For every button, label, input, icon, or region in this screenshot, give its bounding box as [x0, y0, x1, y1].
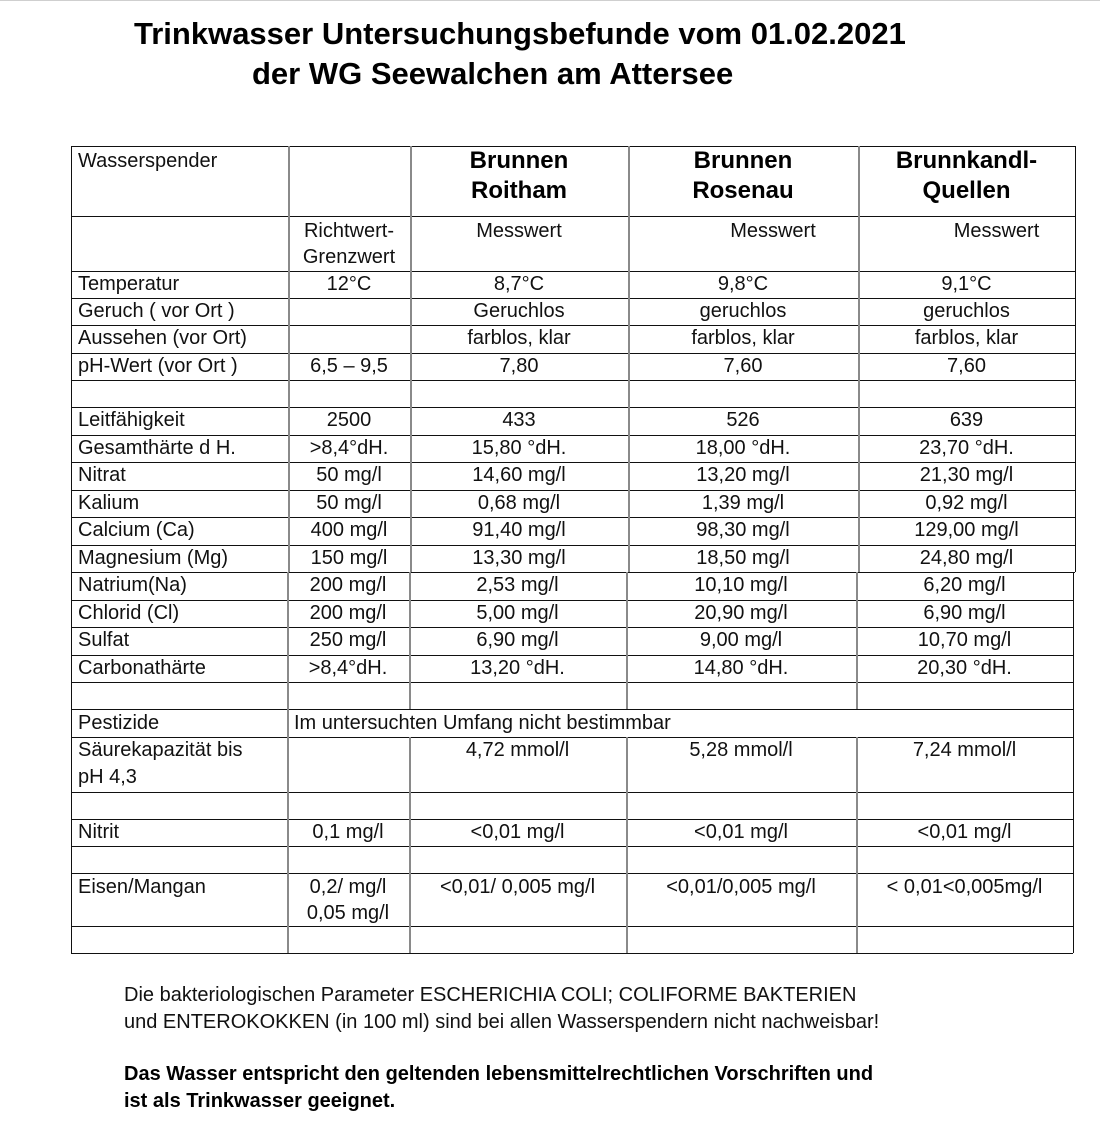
measured-value: 10,10 mg/l [694, 574, 788, 596]
measured-value: 0,92 mg/l [925, 492, 1008, 514]
measured-value: 7,60 [723, 355, 763, 377]
parameter-label: Aussehen (vor Ort) [78, 327, 247, 349]
measured-header: Messwert [730, 220, 816, 242]
measured-value: 7,60 [947, 355, 986, 377]
measured-value: 2,53 mg/l [476, 574, 559, 596]
parameter-label: Calcium (Ca) [78, 519, 195, 541]
measured-value: 4,72 mmol/l [465, 739, 570, 761]
document-title: Trinkwasser Untersuchungsbefunde vom 01.02.2021 [134, 16, 906, 51]
limit-value: 0,05 mg/l [306, 902, 390, 924]
measured-value: 14,60 mg/l [472, 464, 566, 486]
measured-value: 13,30 mg/l [472, 547, 566, 569]
bacteria-note-line2: und ENTEROKOKKEN (in 100 ml) sind bei allen Wasserspendern nicht nachweisbar! [124, 1011, 880, 1033]
parameter-label: Leitfähigkeit [78, 409, 185, 431]
page-top-border [0, 0, 1100, 1]
parameter-label: Sulfat [78, 629, 130, 651]
measured-value: 18,00 °dH. [695, 437, 791, 459]
measured-value: 91,40 mg/l [472, 519, 566, 541]
parameter-label: Nitrit [78, 821, 120, 843]
source-header-line1: Brunnen [469, 147, 569, 174]
parameter-label: Magnesium (Mg) [78, 547, 229, 569]
table-row-border [71, 216, 1075, 217]
measured-value: 7,80 [499, 355, 539, 377]
parameter-label: Pestizide [78, 712, 160, 734]
measured-value: farblos, klar [691, 327, 795, 349]
measured-value: 20,30 °dH. [917, 657, 1012, 679]
measured-value: 15,80 °dH. [471, 437, 567, 459]
limit-value: 150 mg/l [310, 547, 388, 569]
limit-value: 250 mg/l [309, 629, 387, 651]
measured-value: 129,00 mg/l [914, 519, 1019, 541]
measured-value: 98,30 mg/l [696, 519, 790, 541]
parameter-label: Chlorid (Cl) [78, 602, 180, 624]
measured-value: <0,01 mg/l [917, 821, 1012, 843]
table-row-border [71, 953, 1073, 954]
measured-value: 21,30 mg/l [919, 464, 1014, 486]
source-header-line1: Brunnen [693, 147, 793, 174]
limit-value: 0,1 mg/l [312, 821, 384, 843]
limit-header-line1: Richtwert- [303, 220, 394, 242]
measured-value: farblos, klar [914, 327, 1019, 349]
header-label-wasserspender: Wasserspender [78, 150, 218, 172]
measured-value: 526 [726, 409, 760, 431]
document-subtitle: der WG Seewalchen am Attersee [252, 56, 734, 91]
table-row-border [71, 846, 1073, 847]
measured-value: Geruchlos [473, 300, 565, 322]
measured-value: 18,50 mg/l [696, 547, 790, 569]
measured-value: 6,90 mg/l [923, 602, 1006, 624]
measured-value: <0,01/0,005 mg/l [666, 876, 816, 898]
limit-value: 2500 [326, 409, 372, 431]
measured-value: 8,7°C [493, 273, 545, 295]
measured-value: <0,01/ 0,005 mg/l [439, 876, 596, 898]
measured-value: 14,80 °dH. [693, 657, 789, 679]
table-column-border [1073, 572, 1074, 709]
limit-value: 50 mg/l [316, 464, 382, 486]
measured-value: 13,20 mg/l [696, 464, 790, 486]
measured-value: 6,90 mg/l [476, 629, 559, 651]
measured-value: 6,20 mg/l [923, 574, 1006, 596]
measured-value: <0,01 mg/l [694, 821, 788, 843]
measured-value: 9,00 mg/l [699, 629, 783, 651]
verdict-note-line2: ist als Trinkwasser geeignet. [124, 1090, 396, 1112]
pesticide-result: Im untersuchten Umfang nicht bestimmbar [294, 712, 671, 734]
table-row-border [71, 682, 1073, 683]
parameter-label: Natrium(Na) [78, 574, 187, 596]
source-header-line1: Brunnkandl- [895, 147, 1038, 174]
source-header-line2: Roitham [471, 177, 567, 204]
measured-value: 9,1°C [941, 273, 992, 295]
measured-value: geruchlos [699, 300, 787, 322]
limit-value: 200 mg/l [309, 574, 387, 596]
parameter-label: pH-Wert (vor Ort ) [78, 355, 238, 377]
measured-value: 433 [502, 409, 536, 431]
measured-value: 23,70 °dH. [919, 437, 1014, 459]
limit-value: >8,4°dH. [309, 437, 389, 459]
parameter-label: Nitrat [78, 464, 126, 486]
table-column-border [1075, 146, 1076, 572]
limit-value: 12°C [326, 273, 372, 295]
source-header-line2: Quellen [922, 177, 1011, 204]
limit-header-line2: Grenzwert [302, 246, 396, 268]
measured-value: 5,00 mg/l [476, 602, 559, 624]
limit-value: 6,5 – 9,5 [310, 355, 388, 377]
measured-value: geruchlos [923, 300, 1010, 322]
table-column-border [1073, 709, 1074, 737]
measured-value: 7,24 mmol/l [912, 739, 1017, 761]
bacteria-note-line1: Die bakteriologischen Parameter ESCHERICHIA COLI; COLIFORME BAKTERIEN [124, 984, 857, 1006]
measured-value: 13,20 °dH. [470, 657, 565, 679]
limit-value: 0,2/ mg/l [309, 876, 387, 898]
parameter-label: Carbonathärte [78, 657, 206, 679]
verdict-note-line1: Das Wasser entspricht den geltenden lebensmittelrechtlichen Vorschriften und [124, 1063, 874, 1085]
table-row-border [71, 792, 1073, 793]
measured-header: Messwert [953, 220, 1040, 242]
table-row-border [71, 926, 1073, 927]
measured-value: 0,68 mg/l [477, 492, 561, 514]
measured-value: 5,28 mmol/l [689, 739, 793, 761]
measured-value: 639 [949, 409, 984, 431]
measured-header: Messwert [476, 220, 562, 242]
limit-value: 50 mg/l [316, 492, 382, 514]
parameter-label: Geruch ( vor Ort ) [78, 300, 235, 322]
measured-value: 1,39 mg/l [701, 492, 785, 514]
measured-value: 24,80 mg/l [919, 547, 1014, 569]
table-row-border [71, 380, 1075, 381]
parameter-label: pH 4,3 [78, 766, 137, 788]
parameter-label: Säurekapazität bis [78, 739, 243, 761]
parameter-label: Gesamthärte d H. [78, 437, 236, 459]
parameter-label: Eisen/Mangan [78, 876, 206, 898]
measured-value: < 0,01<0,005mg/l [886, 876, 1043, 898]
measured-value: 9,8°C [717, 273, 769, 295]
measured-value: farblos, klar [467, 327, 571, 349]
table-column-border [1073, 737, 1074, 953]
limit-value: 200 mg/l [309, 602, 387, 624]
measured-value: <0,01 mg/l [470, 821, 565, 843]
measured-value: 10,70 mg/l [917, 629, 1012, 651]
parameter-label: Temperatur [78, 273, 180, 295]
parameter-label: Kalium [78, 492, 140, 514]
source-header-line2: Rosenau [692, 177, 794, 204]
limit-value: 400 mg/l [310, 519, 388, 541]
limit-value: >8,4°dH. [308, 657, 388, 679]
measured-value: 20,90 mg/l [694, 602, 788, 624]
